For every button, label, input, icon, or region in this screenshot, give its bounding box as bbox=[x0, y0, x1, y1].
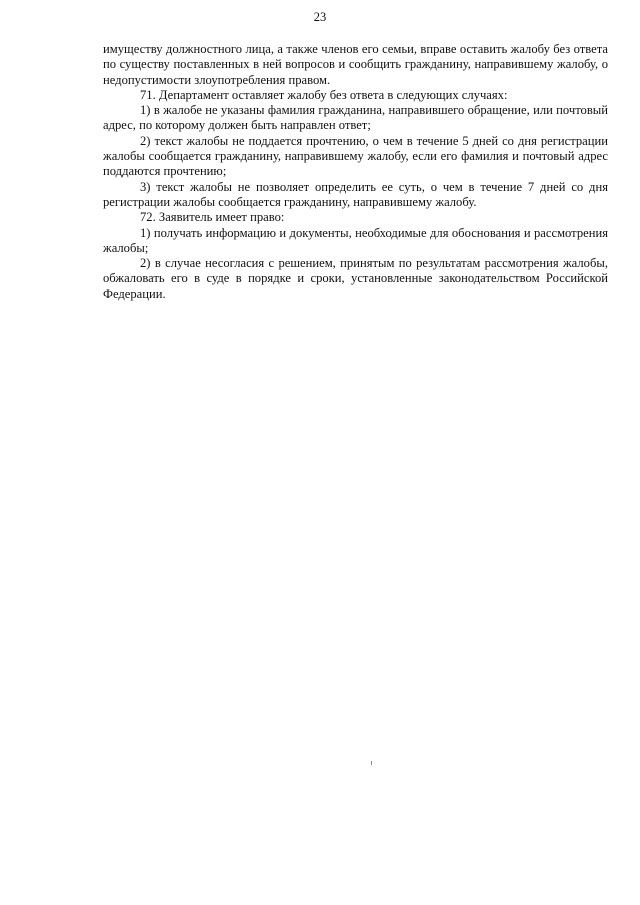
paragraph-clause-72-item-2: 2) в случае несогласия с решением, принятым по результатам рассмотрения жалобы, обжаловать его в суде в порядке и сроки, установленные законодательством Российской Федерации. bbox=[103, 256, 608, 301]
scan-speck bbox=[371, 761, 372, 765]
paragraph-clause-71-item-1: 1) в жалобе не указаны фамилия гражданина, направившего обращение, или почтовый адрес, по которому должен быть направлен ответ; bbox=[103, 103, 608, 133]
paragraph-clause-72-item-1: 1) получать информацию и документы, необходимые для обоснования и рассмотрения жалобы; bbox=[103, 225, 608, 255]
page-number: 23 bbox=[313, 10, 327, 24]
paragraph-continuation: имуществу должностного лица, а также членов его семьи, вправе оставить жалобу без ответа по существу поставленных в ней вопросов и сообщить гражданину, направившему жалобу, о недопустимости злоупотребления правом. bbox=[103, 42, 608, 87]
document-body bbox=[103, 42, 608, 302]
paragraph-clause-71-item-2: 2) текст жалобы не поддается прочтению, о чем в течение 5 дней со дня регистрации жалобы сообщается гражданину, направившему жалобу, если его фамилия и почтовый адрес поддаются прочтению; bbox=[103, 133, 608, 179]
paragraph-clause-72: 72. Заявитель имеет право: bbox=[140, 210, 285, 225]
paragraph-clause-71-item-3: 3) текст жалобы не позволяет определить ее суть, о чем в течение 7 дней со дня регистрации жалобы сообщается гражданину, направившему жалобу. bbox=[103, 179, 608, 209]
paragraph-clause-71: 71. Департамент оставляет жалобу без ответа в следующих случаях: bbox=[140, 87, 508, 102]
